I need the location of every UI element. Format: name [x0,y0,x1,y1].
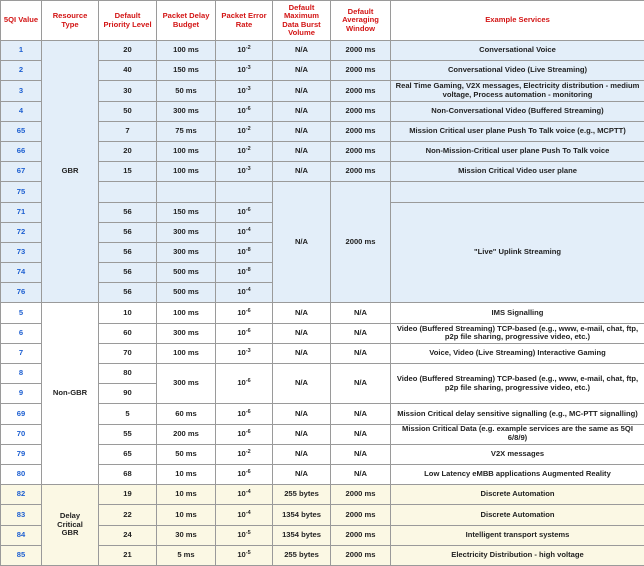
packet-error-rate-cell [216,81,273,101]
table-body [1,41,644,566]
per-exponent: -3 [245,348,251,355]
per-base: 10 [237,105,246,115]
burst-volume-cell: 1354 bytes [273,505,331,525]
header-averaging-window: Default Averaging Window [331,1,391,41]
example-service-cell: Intelligent transport systems [391,525,644,545]
per-exponent: -2 [245,146,251,153]
priority-level-cell: 90 [99,384,157,404]
packet-error-rate-cell [216,101,273,121]
example-service-cell: Discrete Automation [391,485,644,505]
per-base: 10 [237,85,246,95]
example-service-cell: V2X messages [391,444,644,464]
qi-value: 73 [1,242,42,262]
qi-value: 82 [1,485,42,505]
qi-value: 6 [1,323,42,343]
delay-budget-cell: 300 ms [157,101,216,121]
delay-budget-cell: 50 ms [157,444,216,464]
per-exponent: -3 [245,65,251,72]
qi-value: 75 [1,182,42,202]
qi-value: 5 [1,303,42,323]
resource-type-gbr: GBR [42,41,99,303]
delay-budget-cell: 500 ms [157,263,216,283]
priority-level-cell: 80 [99,364,157,384]
delay-budget-cell: 300 ms [157,242,216,262]
per-base: 10 [237,327,246,337]
per-exponent: -6 [245,105,251,112]
per-exponent: -4 [245,509,251,516]
burst-volume-cell: N/A [273,162,331,182]
example-service-cell: Video (Buffered Streaming) TCP-based (e.g., www, e-mail, chat, ftp, p2p file sharing, progressive video, etc.) [391,323,644,343]
packet-error-rate-cell [216,464,273,484]
per-base: 10 [237,247,246,257]
priority-level-cell: 10 [99,303,157,323]
table-row [1,485,644,505]
example-service-cell: "Live" Uplink Streaming [391,202,644,303]
delay-budget-cell: 10 ms [157,485,216,505]
priority-level-cell: 56 [99,263,157,283]
qi-value: 65 [1,121,42,141]
header-delay-budget: Packet Delay Budget [157,1,216,41]
delay-budget-cell: 200 ms [157,424,216,444]
per-exponent: -4 [245,287,251,294]
packet-error-rate-cell [216,444,273,464]
per-base: 10 [237,529,246,539]
burst-volume-cell: N/A [273,464,331,484]
priority-level-cell: 30 [99,81,157,101]
per-base: 10 [237,45,246,55]
per-base: 10 [237,489,246,499]
burst-volume-cell: N/A [273,81,331,101]
averaging-window-cell: N/A [331,424,391,444]
averaging-window-cell: N/A [331,464,391,484]
averaging-window-cell: 2000 ms [331,61,391,81]
qi-value: 2 [1,61,42,81]
header-row [1,1,644,41]
priority-level-cell: 56 [99,222,157,242]
per-exponent: -4 [245,226,251,233]
averaging-window-cell: N/A [331,404,391,424]
priority-level-cell: 20 [99,41,157,61]
resource-type-non-gbr: Non-GBR [42,303,99,485]
delay-budget-cell: 100 ms [157,303,216,323]
packet-error-rate-cell [216,404,273,424]
example-service-cell: Video (Buffered Streaming) TCP-based (e.g., www, e-mail, chat, ftp, p2p file sharing, progressive video, etc.) [391,364,644,404]
qi-value: 76 [1,283,42,303]
qi-value: 71 [1,202,42,222]
example-service-cell: Low Latency eMBB applications Augmented Reality [391,464,644,484]
burst-volume-cell: N/A [273,323,331,343]
qi-value: 72 [1,222,42,242]
packet-error-rate-cell [216,242,273,262]
packet-error-rate-cell [216,303,273,323]
priority-level-cell: 50 [99,101,157,121]
per-exponent: -6 [245,408,251,415]
averaging-window-cell: 2000 ms [331,162,391,182]
burst-volume-cell: N/A [273,444,331,464]
delay-budget-cell [157,182,216,202]
burst-volume-cell: N/A [273,303,331,323]
priority-level-cell: 55 [99,424,157,444]
delay-budget-cell: 150 ms [157,202,216,222]
averaging-window-cell: 2000 ms [331,81,391,101]
example-service-cell: Electricity Distribution - high voltage [391,545,644,565]
delay-budget-cell: 10 ms [157,505,216,525]
qi-value: 69 [1,404,42,424]
example-service-cell: Mission Critical Video user plane [391,162,644,182]
delay-budget-cell: 100 ms [157,162,216,182]
per-exponent: -3 [245,85,251,92]
qi-value: 80 [1,464,42,484]
packet-error-rate-cell [216,545,273,565]
per-exponent: -2 [245,45,251,52]
burst-volume-cell: N/A [273,182,331,303]
example-service-cell [391,182,644,202]
qi-value: 74 [1,263,42,283]
priority-level-cell: 65 [99,444,157,464]
qi-value: 9 [1,384,42,404]
packet-error-rate-cell [216,61,273,81]
packet-error-rate-cell [216,485,273,505]
burst-volume-cell: 255 bytes [273,485,331,505]
packet-error-rate-cell [216,323,273,343]
example-service-cell: Conversational Video (Live Streaming) [391,61,644,81]
table-row [1,41,644,61]
packet-error-rate-cell [216,263,273,283]
example-service-cell: Mission Critical user plane Push To Talk voice (e.g., MCPTT) [391,121,644,141]
burst-volume-cell: 1354 bytes [273,525,331,545]
per-base: 10 [237,307,246,317]
priority-level-cell: 5 [99,404,157,424]
averaging-window-cell: 2000 ms [331,121,391,141]
priority-level-cell: 40 [99,61,157,81]
example-service-cell: Real Time Gaming, V2X messages, Electricity distribution - medium voltage, Process automation - monitoring [391,81,644,101]
per-base: 10 [237,549,246,559]
priority-level-cell: 68 [99,464,157,484]
qi-value: 70 [1,424,42,444]
example-service-cell: Non-Mission-Critical user plane Push To Talk voice [391,141,644,161]
packet-error-rate-cell [216,141,273,161]
delay-budget-cell: 50 ms [157,81,216,101]
example-service-cell: Mission Critical delay sensitive signalling (e.g., MC-PTT signalling) [391,404,644,424]
priority-level-cell: 56 [99,242,157,262]
packet-error-rate-cell [216,505,273,525]
priority-level-cell: 56 [99,202,157,222]
packet-error-rate-cell [216,162,273,182]
per-base: 10 [237,125,246,135]
burst-volume-cell: N/A [273,343,331,363]
averaging-window-cell: 2000 ms [331,41,391,61]
resource-type-delay-critical-gbr: Delay Critical GBR [42,485,99,566]
averaging-window-cell: 2000 ms [331,182,391,303]
qi-value: 8 [1,364,42,384]
burst-volume-cell: N/A [273,61,331,81]
priority-level-cell: 21 [99,545,157,565]
averaging-window-cell: N/A [331,444,391,464]
per-exponent: -6 [245,469,251,476]
qi-value: 7 [1,343,42,363]
example-service-cell: Discrete Automation [391,505,644,525]
burst-volume-cell: N/A [273,141,331,161]
averaging-window-cell: N/A [331,364,391,404]
per-base: 10 [237,509,246,519]
burst-volume-cell: N/A [273,404,331,424]
header-qi: 5QI Value [1,1,42,41]
qi-value: 1 [1,41,42,61]
per-base: 10 [237,408,246,418]
delay-budget-cell: 60 ms [157,404,216,424]
priority-level-cell: 20 [99,141,157,161]
example-service-cell: Voice, Video (Live Streaming) Interactive Gaming [391,343,644,363]
packet-error-rate-cell [216,283,273,303]
per-exponent: -3 [245,166,251,173]
delay-budget-cell: 5 ms [157,545,216,565]
per-exponent: -4 [245,489,251,496]
delay-budget-cell: 75 ms [157,121,216,141]
per-base: 10 [237,166,246,176]
header-priority: Default Priority Level [99,1,157,41]
priority-level-cell: 22 [99,505,157,525]
table-row [1,303,644,323]
averaging-window-cell: 2000 ms [331,485,391,505]
example-service-cell: Non-Conversational Video (Buffered Streaming) [391,101,644,121]
packet-error-rate-cell [216,424,273,444]
burst-volume-cell: N/A [273,101,331,121]
per-base: 10 [237,226,246,236]
per-exponent: -6 [245,206,251,213]
delay-budget-cell: 300 ms [157,364,216,404]
per-exponent: -8 [245,267,251,274]
averaging-window-cell: N/A [331,343,391,363]
delay-budget-cell: 10 ms [157,464,216,484]
per-exponent: -5 [245,549,251,556]
burst-volume-cell: N/A [273,364,331,404]
delay-budget-cell: 500 ms [157,283,216,303]
averaging-window-cell: 2000 ms [331,525,391,545]
packet-error-rate-cell [216,343,273,363]
per-exponent: -6 [245,327,251,334]
burst-volume-cell: N/A [273,121,331,141]
header-example-services: Example Services [391,1,644,41]
packet-error-rate-cell [216,364,273,404]
averaging-window-cell: 2000 ms [331,545,391,565]
per-exponent: -2 [245,125,251,132]
packet-error-rate-cell [216,222,273,242]
priority-level-cell: 7 [99,121,157,141]
per-exponent: -6 [245,307,251,314]
qi-value: 66 [1,141,42,161]
delay-budget-cell: 300 ms [157,323,216,343]
delay-budget-cell: 300 ms [157,222,216,242]
header-error-rate: Packet Error Rate [216,1,273,41]
delay-budget-cell: 100 ms [157,41,216,61]
example-service-cell: IMS Signalling [391,303,644,323]
qi-value: 3 [1,81,42,101]
qi-value: 67 [1,162,42,182]
per-exponent: -2 [245,448,251,455]
burst-volume-cell: N/A [273,424,331,444]
per-base: 10 [237,287,246,297]
per-exponent: -6 [245,428,251,435]
delay-budget-cell: 150 ms [157,61,216,81]
example-service-cell: Conversational Voice [391,41,644,61]
per-exponent: -5 [245,529,251,536]
averaging-window-cell: 2000 ms [331,101,391,121]
per-base: 10 [237,448,246,458]
averaging-window-cell: N/A [331,323,391,343]
per-exponent: -8 [245,247,251,254]
per-base: 10 [237,428,246,438]
averaging-window-cell: 2000 ms [331,505,391,525]
per-base: 10 [237,348,246,358]
qi-value: 85 [1,545,42,565]
packet-error-rate-cell [216,202,273,222]
per-base: 10 [237,206,246,216]
packet-error-rate-cell [216,121,273,141]
burst-volume-cell: 255 bytes [273,545,331,565]
header-burst-volume: Default Maximum Data Burst Volume [273,1,331,41]
qi-value: 79 [1,444,42,464]
priority-level-cell [99,182,157,202]
packet-error-rate-cell [216,41,273,61]
priority-level-cell: 56 [99,283,157,303]
qi-value: 84 [1,525,42,545]
per-base: 10 [237,65,246,75]
per-exponent: -6 [245,378,251,385]
priority-level-cell: 24 [99,525,157,545]
per-base: 10 [237,378,246,388]
priority-level-cell: 15 [99,162,157,182]
delay-budget-cell: 100 ms [157,343,216,363]
qi-value: 83 [1,505,42,525]
delay-budget-cell: 100 ms [157,141,216,161]
example-service-cell: Mission Critical Data (e.g. example services are the same as 5QI 6/8/9) [391,424,644,444]
priority-level-cell: 60 [99,323,157,343]
packet-error-rate-cell [216,182,273,202]
averaging-window-cell: 2000 ms [331,141,391,161]
priority-level-cell: 70 [99,343,157,363]
averaging-window-cell: N/A [331,303,391,323]
packet-error-rate-cell [216,525,273,545]
burst-volume-cell: N/A [273,41,331,61]
header-resource-type: Resource Type [42,1,99,41]
per-base: 10 [237,267,246,277]
per-base: 10 [237,469,246,479]
per-base: 10 [237,146,246,156]
delay-budget-cell: 30 ms [157,525,216,545]
priority-level-cell: 19 [99,485,157,505]
qi-value: 4 [1,101,42,121]
